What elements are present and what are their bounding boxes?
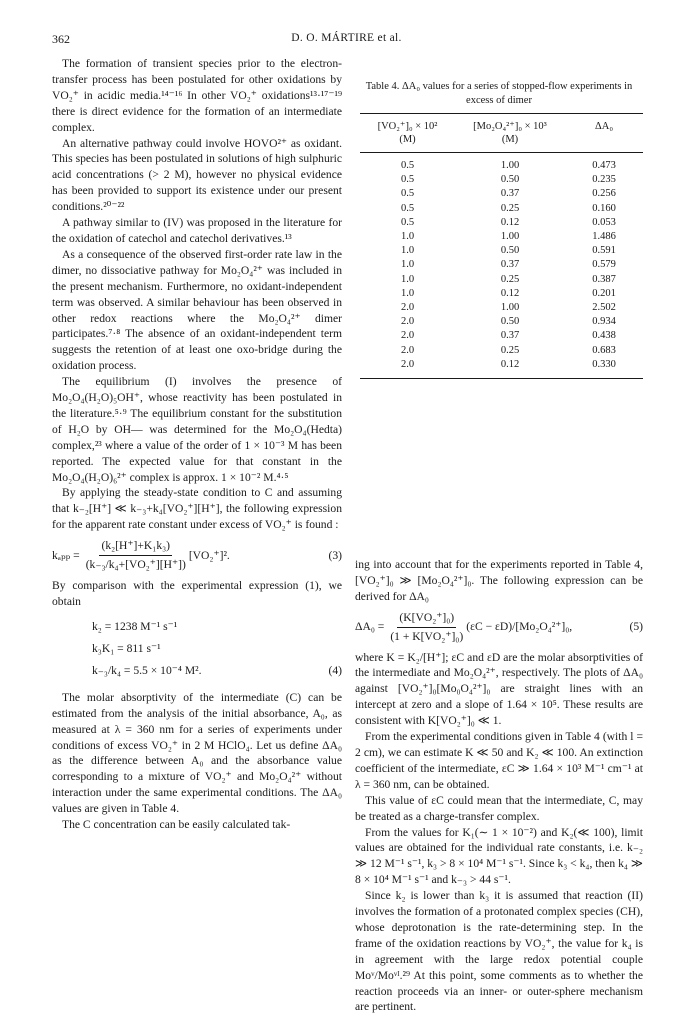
table-cell: 2.0 [400,316,415,328]
column-header: [Mo₂O₄²⁺]₀ × 10³ [473,121,547,132]
table-cell: 1.486 [592,231,616,243]
equation-tail: (εC − εD)/[Mo₂O₄²⁺]₀, [466,620,573,634]
constant-row [92,616,342,638]
table-cell: 2.0 [400,344,415,356]
table-cell: 0.579 [592,259,616,271]
equation-5 [355,610,643,645]
left-column [52,56,342,833]
paragraph: The formation of transient species prior to the electron-transfer process has been postulated for other oxidations by VO₂⁺ in acidic media.¹⁴⁻¹⁶ In other VO₂⁺ oxidations¹³·¹⁷⁻¹⁹ there is direct evidence for the formation of an intermediate complex. [52,57,342,134]
header-cell [455,120,565,146]
fraction-denominator: (k₋₃/k₄+[VO₂⁺][H⁺]) [85,558,186,572]
table-cell: 0.053 [592,216,616,228]
table-cell: 0.25 [500,273,520,285]
paragraph: The equilibrium (I) involves the presence of Mo₂O₄(H₂O)₅OH⁺, whose reactivity has been postulated in the literature.⁵·⁹ The equilibrium constant for the substitution of H₂O by OH— was determined for the Mo₂O₄(Hedta) complex,²³ where a value of the order of 1 × 10⁻³ M has been reported. The expected value for that constant in the Mo₂O₄(H₂O)₆²⁺ complex is approx. 1 × 10⁻² M.⁴·⁵ [52,375,342,484]
table-row [360,258,643,272]
table-cell: 0.50 [500,174,520,186]
table-cell: 2.502 [592,302,616,314]
equation-number: (3) [328,548,342,562]
paragraph: The C concentration can be easily calculated tak- [62,818,291,832]
table-cell: 2.0 [400,302,415,314]
paragraph: A pathway similar to (IV) was proposed in the literature for the oxidation of catechol and catechol derivatives.¹³ [52,216,342,245]
paragraph: As a consequence of the observed first-order rate law in the dimer, no dissociative pathway for Mo₂O₄²⁺ was included in the present mechanism. Furthermore, no oxidant-independent term was observed. A similar behaviour has been observed in other redox reactions where the Mo₂O₄²⁺ dimer participates.⁷·⁸ The absence of an oxidant-independent term suggests the retention of at least one oxo-bridge during the oxidation process. [52,247,342,373]
paragraph: Since k₂ is lower than k₃ it is assumed that reaction (II) involves the formation of a protonated complex species (CH), whose deprotonation is the rate-determining step. In the frame of the oxidation reactions by VO₂⁺, the value for k₄ is in agreement with the large redox potential couple Moᵛ/Moᵛᴵ.²⁹ At this point, some comments as to whether the reaction proceeds via an inner- or outer-sphere mechanism are pertinent. [355,889,643,1014]
fraction-numerator: (K[VO₂⁺]₀) [397,610,456,628]
table-cell: 0.12 [500,358,520,370]
table-row [360,244,643,258]
header-cell [360,120,455,146]
constants-list [92,616,342,682]
table-row [360,230,643,244]
constant-expression: k₃K₁ = 811 s⁻¹ [92,641,161,655]
equation-number: (4) [328,663,342,677]
table-cell: 0.25 [500,344,520,356]
table-cell: 1.00 [500,160,520,171]
table-bottom-rule [360,378,643,379]
column-unit: (M) [501,134,519,145]
table-row [360,173,643,187]
table-row [360,216,643,230]
constant-row [92,638,342,660]
table-cell: 1.0 [400,287,415,299]
table-cell: 0.25 [500,202,520,214]
table-cell: 0.37 [500,330,520,342]
table-cell: 0.5 [400,202,415,214]
table-header [360,114,643,152]
table-cell: 0.473 [592,160,616,171]
fraction [390,610,463,645]
table-cell: 0.934 [592,316,616,328]
table-cell: 1.00 [500,302,520,314]
table-cell: 0.37 [500,188,520,200]
table-row [360,273,643,287]
column-unit: (M) [399,134,416,145]
equation-number: (5) [629,620,643,634]
paragraph: where K = K₂/[H⁺]; εC and εD are the molar absorptivities of the intermediate and Mo₂O₄²⁺, respectively. The plots of ΔA₀ against [VO₂⁺]₀[Mo₀O₄²⁺]₀ are straight lines with an intercept at zero and a slope of 1.64 × 10⁵. These results are consistent with K[VO₂⁺]₀ ≪ 1. [355,650,643,728]
table-cell: 0.5 [400,216,415,228]
column-header: [VO₂⁺]₀ × 10² [377,121,438,132]
table-cell: 0.591 [592,245,616,257]
table-row [360,159,643,173]
table-cell: 0.12 [500,216,520,228]
column-header: ΔA₀ [595,121,613,132]
page-number: 362 [52,32,70,46]
paragraph: The molar absorptivity of the intermediate (C) can be estimated from the analysis of the initial absorbance, A₀, as measured at λ = 360 nm for a series of experiments under conditions of excess VO₂⁺ in 2 M HClO₄. Let us define ΔA₀ as the difference between A₀ and the absorbance value corresponding to a mixture of VO₂⁺ and Mo₂O₄²⁺ without interaction under the same experimental conditions. The ΔA₀ values are given in Table 4. [52,690,342,816]
paragraph: From the experimental conditions given in Table 4 (with l = 2 cm), we can estimate K ≪ 50 and K₂ ≪ 100. An extinction coefficient of the intermediate, εC ≫ 1.64 × 10³ M⁻¹ cm⁻¹ at λ = 360 nm, can be obtained. [355,730,643,791]
paragraph: From the values for K₁(∼ 1 × 10⁻²) and K₂(≪ 100), limit values are obtained for the individual rate constants, i.e. k₋₂ ≫ 12 M⁻¹ s⁻¹, k₃ > 8 × 10⁴ M⁻¹ s⁻¹. Since k₃ < k₄, then k₄ ≫ 8 × 10⁴ M⁻¹ s⁻¹ and k₋₃ > 44 s⁻¹. [355,825,643,887]
table-cell: 1.0 [400,231,415,243]
table-cell: 0.5 [400,188,415,200]
equation-3 [52,538,342,573]
table-cell: 0.256 [592,188,616,200]
right-column [355,557,643,1015]
table-row [360,315,643,329]
constant-row [92,660,342,682]
table-cell: 0.5 [400,160,415,171]
table-cell: 0.201 [592,287,616,299]
paragraph: This value of εC could mean that the intermediate, C, may be treated as a charge-transfer complex. [355,793,643,823]
table-row [360,187,643,201]
table-cell: 2.0 [400,358,415,370]
table-row [360,329,643,343]
paragraph: An alternative pathway could involve HOVO²⁺ as oxidant. This species has been postulated in solutions of high sulphuric acid concentrations (> 2 M), however no physical evidence has been provided to support its existence under our present conditions.²⁰⁻²² [52,136,342,214]
table-cell: 1.00 [500,231,520,243]
table-cell: 0.387 [592,273,616,285]
table-cell: 0.50 [500,316,520,328]
table-row [360,358,643,372]
table-cell: 1.0 [400,245,415,257]
equation-tail: [VO₂⁺]². [188,548,230,562]
table-cell: 0.12 [500,287,520,299]
table-cell: 0.438 [592,330,616,342]
equation-lhs: ΔA₀ = [355,620,385,634]
header-cell [565,120,643,146]
table-cell: 0.160 [592,202,616,214]
fraction [86,538,186,573]
paragraph: ing into account that for the experiments reported in Table 4, [VO₂⁺]₀ ≫ [Mo₂O₄²⁺]₀. The following expression can be derived for ΔA₀ [355,558,643,603]
table-cell: 1.0 [400,273,415,285]
table-row [360,202,643,216]
equation-lhs: kₐₚₚ = [52,548,80,562]
table-cell: 0.683 [592,344,616,356]
fraction-denominator: (1 + K[VO₂⁺]₀) [390,629,464,643]
table-cell: 0.50 [500,245,520,257]
paragraph: By applying the steady-state condition to C and assuming that k₋₂[H⁺] ≪ k₋₃+k₄[VO₂⁺][H⁺], the following expression for the apparent rate constant under excess of VO₂⁺ is found : [52,486,342,532]
table-cell: 0.235 [592,174,616,186]
table-cell: 0.330 [592,358,616,370]
constant-expression: k₋₃/k₄ = 5.5 × 10⁻⁴ M². [92,663,202,677]
table-caption: Table 4. ΔA₀ values for a series of stopped-flow experiments in excess of dimer [365,81,633,106]
table-body [360,153,643,376]
running-head: D. O. MÁRTIRE et al. [291,32,402,44]
table-cell: 2.0 [400,330,415,342]
table-row [360,344,643,358]
constant-expression: k₂ = 1238 M⁻¹ s⁻¹ [92,619,178,633]
table-row [360,301,643,315]
table-cell: 1.0 [400,259,415,271]
fraction-numerator: (k₂[H⁺]+K₁k₃) [99,538,172,556]
data-table [360,113,643,379]
table-cell: 0.37 [500,259,520,271]
paragraph: By comparison with the experimental expression (1), we obtain [52,579,342,608]
table-row [360,287,643,301]
table-cell: 0.5 [400,174,415,186]
